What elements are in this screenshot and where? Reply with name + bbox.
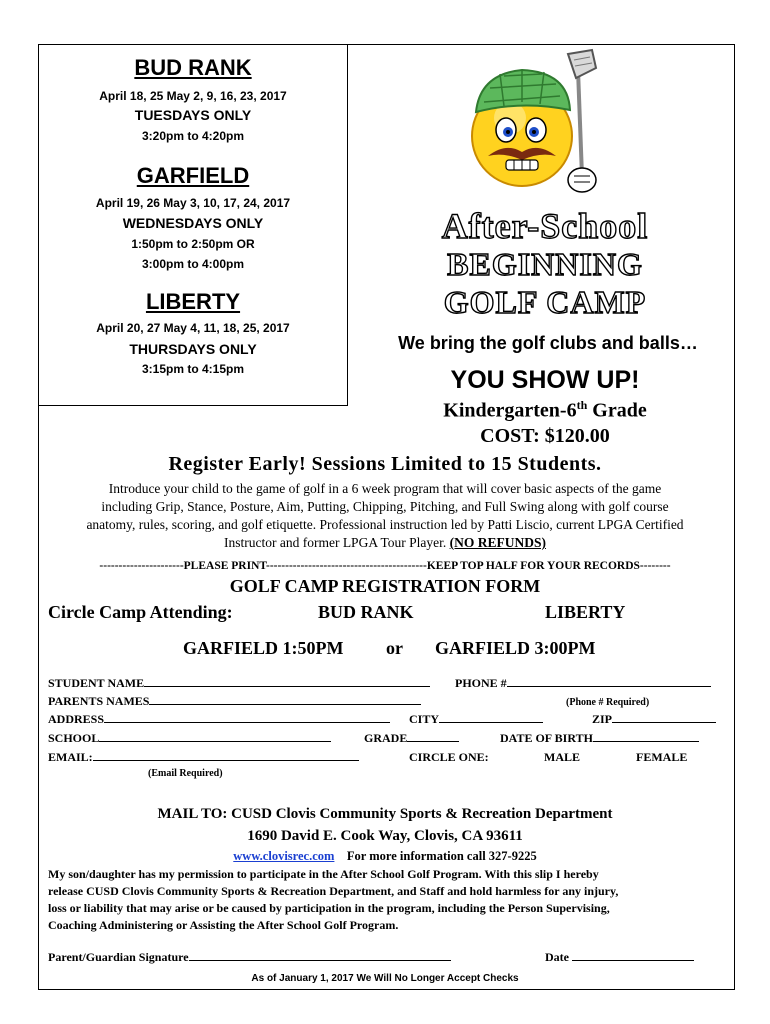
address-label: ADDRESS (48, 712, 105, 726)
bud-rank-dates: April 18, 25 May 2, 9, 16, 23, 2017 (99, 89, 287, 103)
zip-line[interactable] (612, 712, 716, 723)
school-label: SCHOOL (48, 731, 100, 745)
student-name-field[interactable] (48, 676, 430, 691)
phone-field[interactable] (455, 676, 711, 691)
grade-superscript: th (576, 398, 588, 412)
student-name-line[interactable] (144, 676, 430, 687)
title-golf-camp: GOLF CAMP (443, 284, 647, 320)
phone-required-note: (Phone # Required) (566, 697, 650, 708)
city-field[interactable] (409, 712, 543, 727)
option-liberty[interactable]: LIBERTY (545, 602, 626, 622)
contact-line (40, 849, 730, 864)
option-male[interactable]: MALE (544, 750, 580, 764)
parent-signature-line[interactable] (189, 950, 451, 961)
cut-line: ----------------------PLEASE PRINT------------------------------------------KEEP TOP HALF FOR YOUR RECORDS-------- (99, 560, 671, 572)
parent-signature-field[interactable] (48, 950, 451, 965)
liberty-time: 3:15pm to 4:15pm (141, 362, 245, 376)
email-field[interactable] (48, 750, 359, 765)
footer-note: As of January 1, 2017 We Will No Longer Accept Checks (251, 973, 519, 984)
liberty-heading: LIBERTY (145, 289, 241, 314)
option-garfield-150[interactable]: GARFIELD 1:50PM (183, 638, 344, 658)
school-line[interactable] (99, 731, 331, 742)
parent-signature-label: Parent/Guardian Signature (48, 950, 189, 964)
liberty-days: THURSDAYS ONLY (129, 341, 257, 357)
tagline: We bring the golf clubs and balls… (398, 333, 698, 353)
zip-field[interactable] (592, 712, 716, 727)
no-refunds: (NO REFUNDS) (449, 535, 546, 550)
phone-line[interactable] (507, 676, 711, 687)
bud-rank-time: 3:20pm to 4:20pm (141, 129, 245, 143)
permission-line: loss or liability that may arise or be caused by participation in the program, including the Person Supervising, (48, 901, 610, 915)
circle-camp-label: Circle Camp Attending: (48, 602, 233, 622)
bud-rank-days: TUESDAYS ONLY (134, 107, 252, 123)
you-show-up: YOU SHOW UP! (450, 366, 640, 394)
email-required-note: (Email Required) (148, 768, 223, 779)
date-line[interactable] (572, 950, 694, 961)
date-label: Date (545, 950, 572, 964)
garfield-time-1: 1:50pm to 2:50pm OR (131, 237, 255, 251)
address-line[interactable] (104, 712, 390, 723)
grade-range (360, 398, 730, 423)
zip-label: ZIP (592, 712, 613, 726)
permission-line: release CUSD Clovis Community Sports & Recreation Department, and Staff and hold harmless for any injury, (48, 884, 619, 898)
title-after-school: After-School (441, 206, 649, 246)
intro-line-last (40, 534, 730, 552)
mail-address: 1690 David E. Cook Way, Clovis, CA 93611 (247, 828, 523, 844)
student-name-label: STUDENT NAME (48, 676, 145, 690)
parents-names-line[interactable] (149, 694, 421, 705)
option-bud-rank[interactable]: BUD RANK (318, 602, 414, 622)
phone-label: PHONE # (455, 676, 507, 690)
website-link[interactable]: www.clovisrec.com (233, 849, 335, 863)
school-field[interactable] (48, 731, 331, 746)
bud-rank-heading: BUD RANK (134, 55, 252, 80)
dob-label: DATE OF BIRTH (500, 731, 593, 745)
intro-line: Introduce your child to the game of golf in a 6 week program that will cover basic aspects of the game (108, 481, 662, 496)
intro-last-text: Instructor and former LPGA Tour Player. (223, 535, 450, 550)
register-early: Register Early! Sessions Limited to 15 Students. (168, 453, 602, 475)
permission-paragraph (48, 866, 618, 934)
dob-field[interactable] (500, 731, 699, 746)
liberty-dates: April 20, 27 May 4, 11, 18, 25, 2017 (96, 321, 290, 335)
intro-line: including Grip, Stance, Posture, Aim, Putting, Chipping, Pitching, and Full Swing along with golf course (101, 499, 669, 514)
date-field[interactable] (545, 950, 694, 965)
grade-field[interactable] (364, 731, 459, 746)
email-line[interactable] (93, 750, 359, 761)
city-label: CITY (409, 712, 440, 726)
mail-to: MAIL TO: CUSD Clovis Community Sports & Recreation Department (157, 806, 613, 822)
grade-line[interactable] (407, 731, 459, 742)
option-garfield-300[interactable]: GARFIELD 3:00PM (435, 638, 596, 658)
intro-paragraph (40, 480, 730, 552)
garfield-heading: GARFIELD (136, 163, 250, 188)
grade-label: GRADE (364, 731, 408, 745)
parents-names-field[interactable] (48, 694, 421, 709)
city-line[interactable] (439, 712, 543, 723)
title-beginning: BEGINNING (447, 246, 643, 282)
permission-line: Coaching Administering or Assisting the After School Golf Program. (48, 918, 399, 932)
intro-line: anatomy, rules, scoring, and golf etiquette. Professional instruction led by Patti Liscio, current LPGA Certified (86, 517, 684, 532)
garfield-dates: April 19, 26 May 3, 10, 17, 24, 2017 (95, 196, 291, 210)
circle-one-label: CIRCLE ONE: (409, 750, 489, 764)
dob-line[interactable] (593, 731, 699, 742)
garfield-time-2: 3:00pm to 4:00pm (141, 257, 245, 271)
grade-range-text: Kindergarten-6 (443, 399, 577, 422)
garfield-days: WEDNESDAYS ONLY (122, 215, 264, 231)
option-female[interactable]: FEMALE (636, 750, 688, 764)
form-title: GOLF CAMP REGISTRATION FORM (229, 576, 541, 596)
email-label: EMAIL: (48, 750, 93, 764)
grade-suffix: Grade (587, 399, 647, 422)
address-field[interactable] (48, 712, 390, 727)
parents-names-label: PARENTS NAMES (48, 694, 150, 708)
permission-line: My son/daughter has my permission to participate in the After School Golf Program. With this slip I hereby (48, 867, 599, 881)
or-text: or (386, 638, 403, 658)
info-phone: For more information call 327-9225 (346, 849, 537, 863)
cost: COST: $120.00 (480, 425, 610, 447)
golfer-mascot-icon (460, 48, 620, 208)
